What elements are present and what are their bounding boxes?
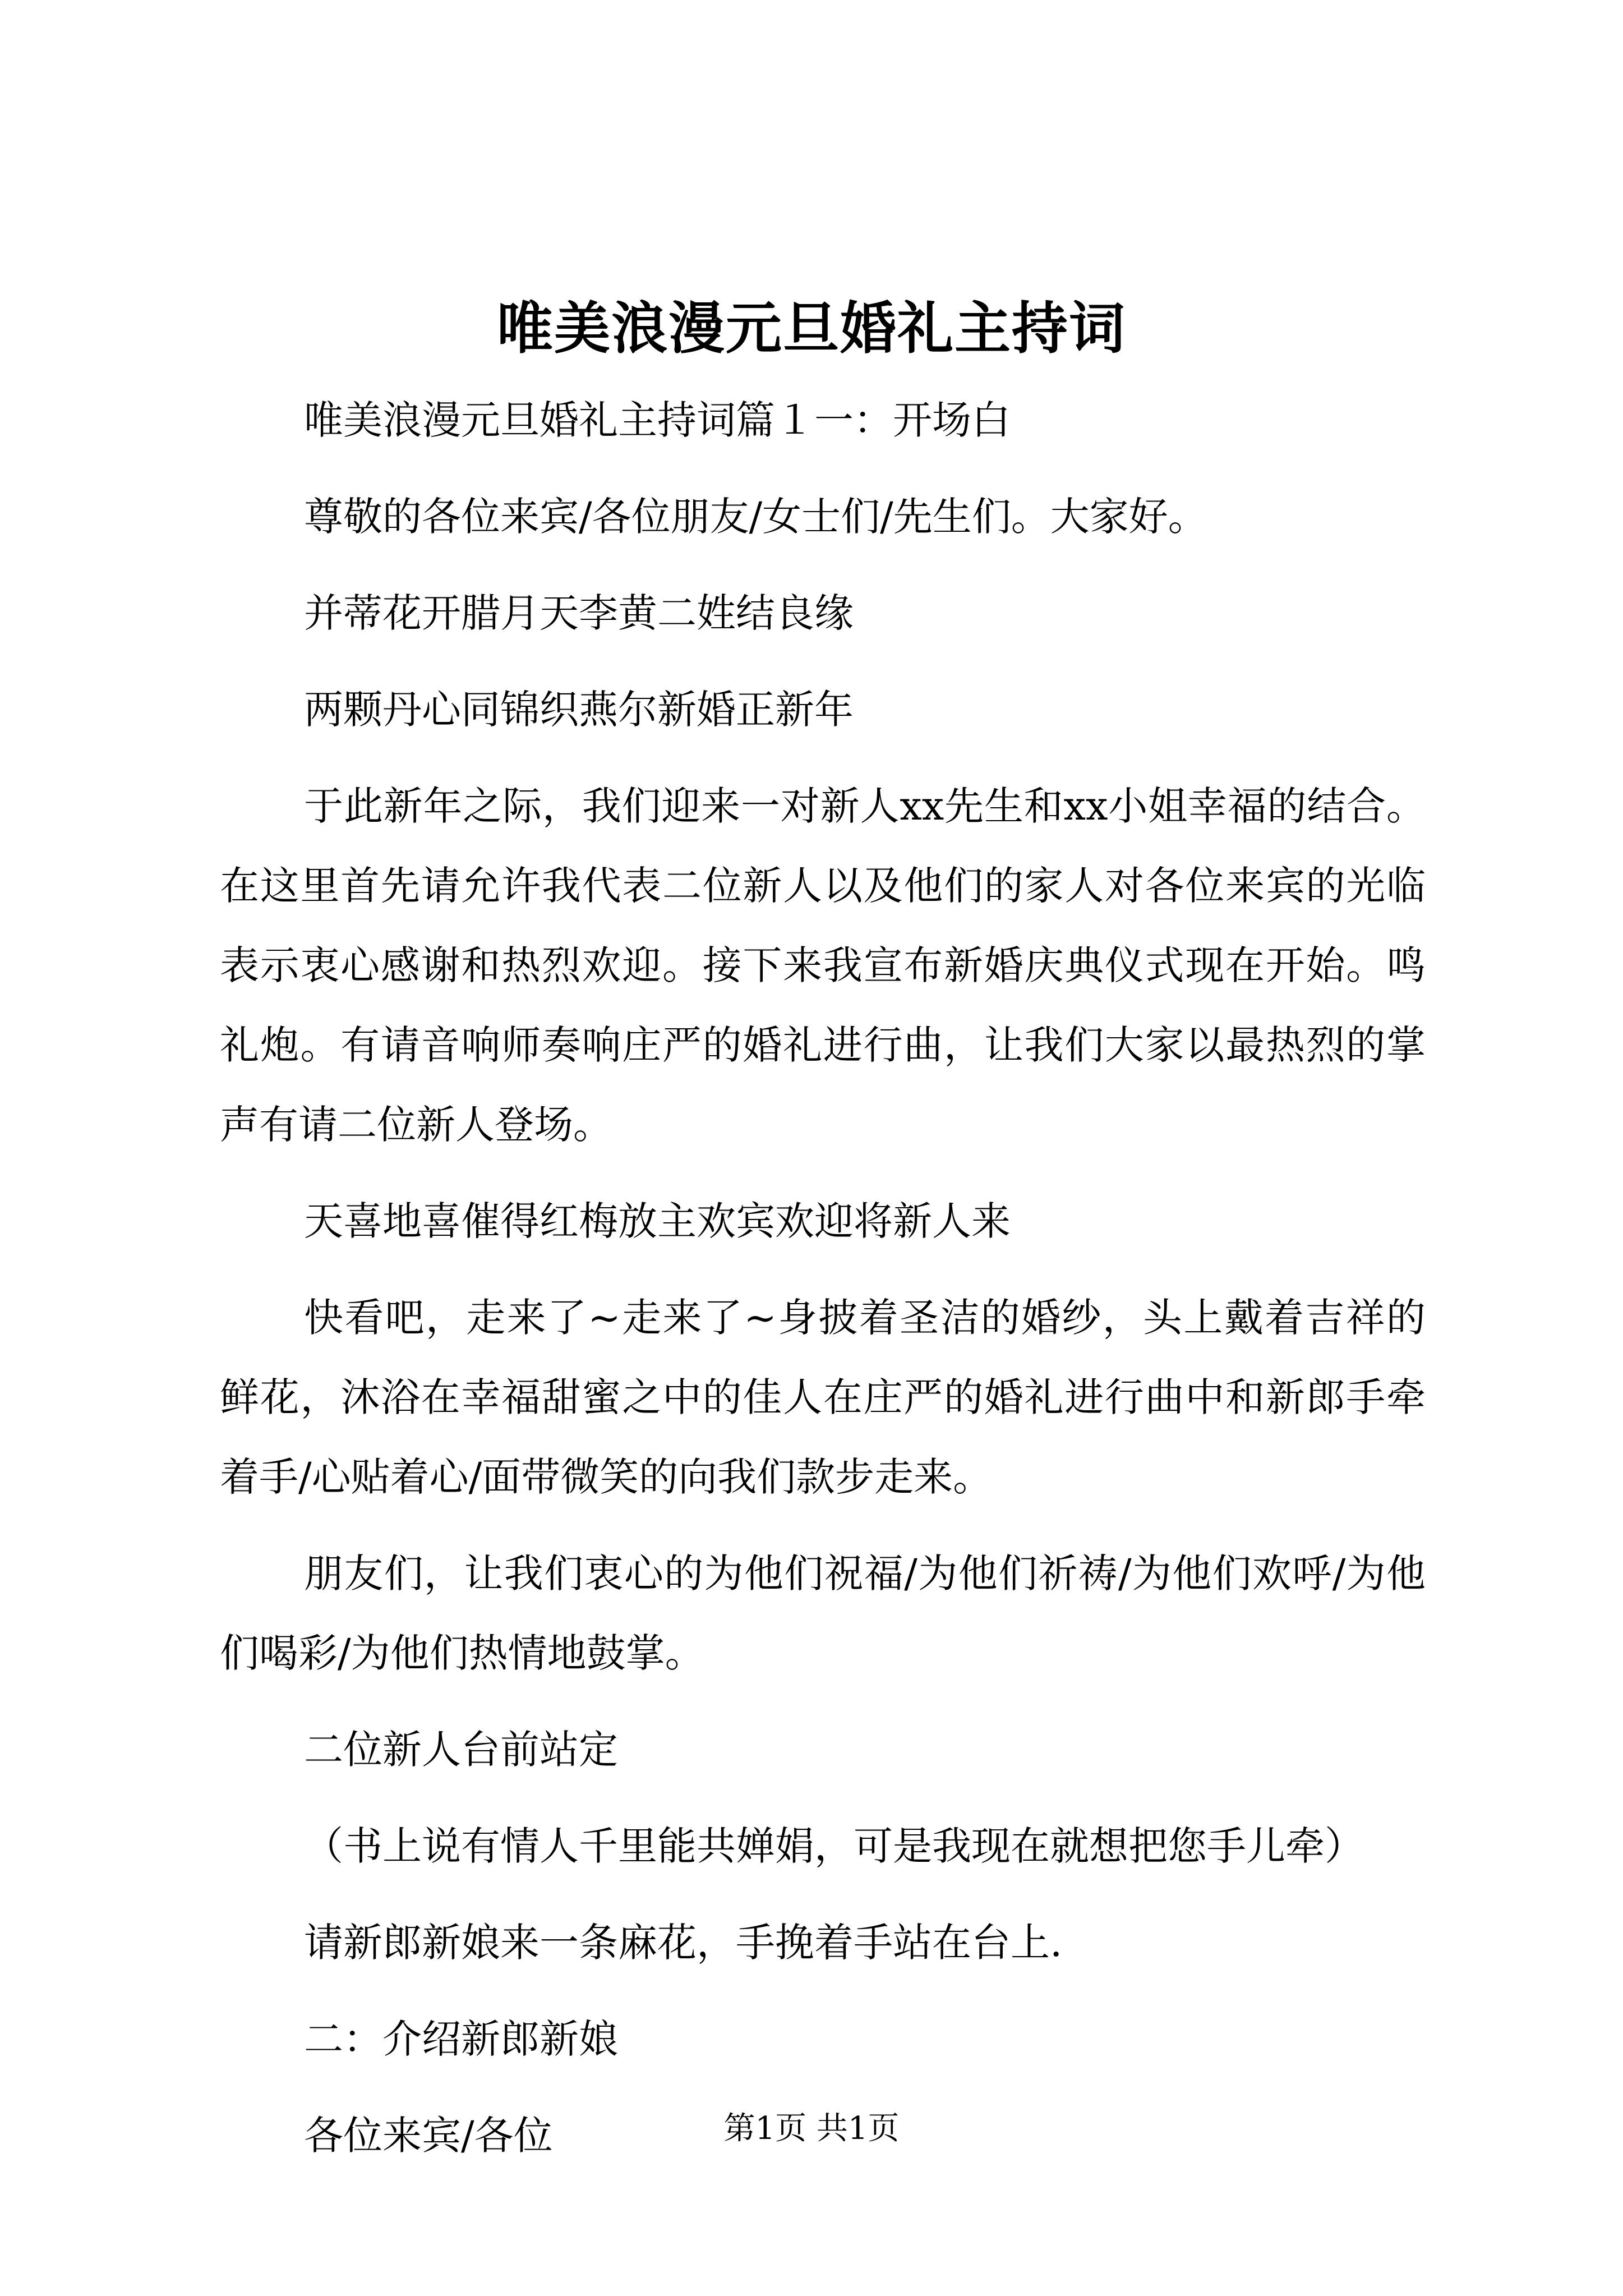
paragraph: 天喜地喜催得红梅放主欢宾欢迎将新人来 — [304, 1198, 1011, 1244]
paragraph: 尊敬的各位来宾/各位朋友/女士们/先生们。大家好。 — [304, 494, 1207, 540]
paragraph: 于此新年之际，我们迎来一对新人xx先生和xx小姐幸福的结合。在这里首先请允许我代表二位新人以及他们的家人对各位来宾的光临表示衷心感谢和热烈欢迎。接下来我宣布新婚庆典仪式现在开始。鸣礼炮。有请音响师奏响庄严的婚礼进行曲，让我们大家以最热烈的掌声有请二位新人登场。 — [220, 783, 1426, 1148]
paragraph: 两颗丹心同锦织燕尔新婚正新年 — [304, 687, 854, 733]
paragraph: 二：介绍新郎新娘 — [304, 2016, 618, 2062]
paragraph: 请新郎新娘来一条麻花，手挽着手站在台上. — [304, 1920, 1063, 1966]
paragraph: 朋友们，让我们衷心的为他们祝福/为他们祈祷/为他们欢呼/为他们喝彩/为他们热情地鼓掌。 — [220, 1550, 1426, 1676]
paragraph: 快看吧，走来了~走来了~身披着圣洁的婚纱，头上戴着吉祥的鲜花，沐浴在幸福甜蜜之中的佳人在庄严的婚礼进行曲中和新郎手牵着手/心贴着心/面带微笑的向我们款步走来。 — [220, 1295, 1426, 1500]
paragraph: （书上说有情人千里能共婵娟，可是我现在就想把您手儿牵） — [304, 1823, 1364, 1869]
paragraph: 唯美浪漫元旦婚礼主持词篇１一：开场白 — [304, 397, 1011, 443]
document-title: 唯美浪漫元旦婚礼主持词 — [497, 295, 1126, 361]
document-body — [220, 380, 1426, 2192]
page-footer: 第1页 共1页 — [723, 2110, 900, 2147]
paragraph: 二位新人台前站定 — [304, 1727, 618, 1773]
paragraph: 并蒂花开腊月天李黄二姓结良缘 — [304, 590, 854, 636]
paragraph: 各位来宾/各位 — [304, 2113, 553, 2159]
